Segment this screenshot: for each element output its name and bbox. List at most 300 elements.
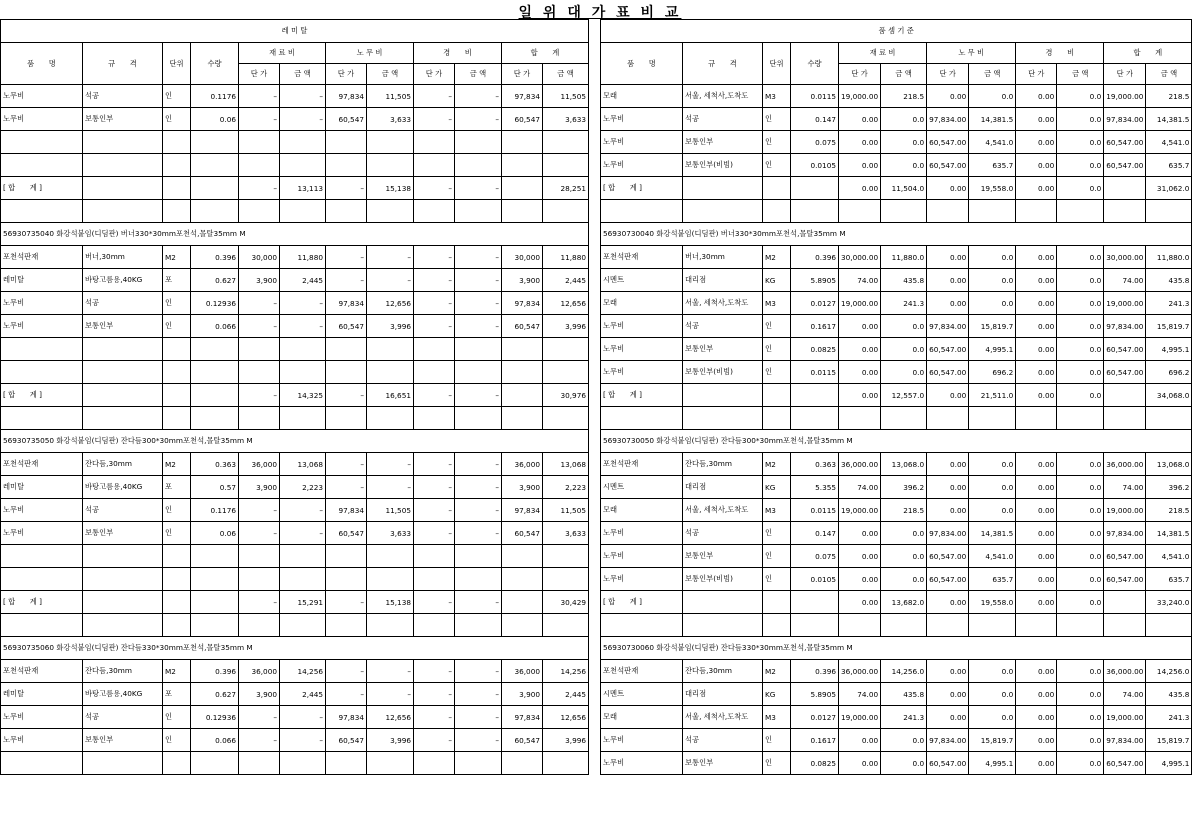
item-name: 노무비 [601, 108, 683, 131]
material-amount: 0.0 [881, 568, 927, 591]
labor-amount [367, 568, 414, 591]
table-row [601, 223, 1192, 246]
table-row [601, 177, 1192, 200]
total-unit-price: 60,547 [502, 108, 543, 131]
labor-amount [367, 338, 414, 361]
quantity: 5.8905 [791, 269, 839, 292]
material-unit-price: 30,000.00 [839, 246, 881, 269]
total-amount [543, 200, 589, 223]
table-row [601, 361, 1192, 384]
total-amount [543, 568, 589, 591]
expense-amount: 0.0 [1057, 683, 1104, 706]
spec [83, 200, 163, 223]
labor-amount: 0.0 [969, 476, 1016, 499]
item-code-heading: 56930735060 화강석붙임(디딤판) 잔다듬330*30mm포천석,몰탈35mm M [1, 637, 589, 660]
unit: KG [763, 476, 791, 499]
total-amount: 4,995.1 [1146, 338, 1192, 361]
unit [163, 200, 191, 223]
unit [163, 591, 191, 614]
total-amount: 30,976 [543, 384, 589, 407]
spec: 석공 [683, 315, 763, 338]
labor-amount: 19,558.0 [969, 591, 1016, 614]
item-name: 노무비 [1, 108, 83, 131]
labor-amount: 19,558.0 [969, 177, 1016, 200]
item-code-heading: 56930730040 화강석붙임(디딤판) 버너330*30mm포천석,몰탈35mm M [601, 223, 1192, 246]
material-amount: 0.0 [881, 522, 927, 545]
total-unit-price: 60,547.00 [1104, 131, 1146, 154]
quantity [191, 591, 239, 614]
labor-amount: 16,651 [367, 384, 414, 407]
total-amount: 14,256 [543, 660, 589, 683]
right-comparison-panel [600, 19, 1200, 819]
labor-unit-price: – [326, 177, 367, 200]
material-amount: 0.0 [881, 315, 927, 338]
table-row [601, 154, 1192, 177]
quantity: 0.12936 [191, 706, 239, 729]
table-row [1, 85, 589, 108]
quantity: 0.066 [191, 315, 239, 338]
material-amount: – [280, 85, 326, 108]
unit: 인 [163, 729, 191, 752]
material-unit-price [239, 752, 280, 775]
labor-unit-price: 60,547.00 [927, 154, 969, 177]
expense-unit-price: 0.00 [1016, 568, 1057, 591]
material-amount [280, 752, 326, 775]
unit: 인 [163, 85, 191, 108]
table-row [1, 430, 589, 453]
spec [683, 591, 763, 614]
col-subheader-amount: 금 액 [543, 64, 589, 85]
total-amount: 2,445 [543, 269, 589, 292]
total-amount: 31,062.0 [1146, 177, 1192, 200]
expense-amount: – [455, 453, 502, 476]
table-row [1, 476, 589, 499]
item-name [1, 200, 83, 223]
table-row [1, 177, 589, 200]
quantity: 0.0115 [791, 499, 839, 522]
material-unit-price: 0.00 [839, 361, 881, 384]
expense-unit-price [414, 361, 455, 384]
right-table [600, 19, 1192, 775]
labor-amount: 3,996 [367, 729, 414, 752]
quantity: 0.06 [191, 108, 239, 131]
expense-unit-price [414, 338, 455, 361]
expense-unit-price: – [414, 246, 455, 269]
total-amount: 2,445 [543, 683, 589, 706]
expense-unit-price [414, 131, 455, 154]
spec [83, 407, 163, 430]
expense-amount: – [455, 591, 502, 614]
material-unit-price: 0.00 [839, 384, 881, 407]
spec: 보통인부 [683, 545, 763, 568]
item-name: 포천석판재 [601, 453, 683, 476]
material-unit-price [239, 614, 280, 637]
table-row [1, 614, 589, 637]
material-amount: 13,068 [280, 453, 326, 476]
material-unit-price: 0.00 [839, 568, 881, 591]
material-unit-price: 74.00 [839, 683, 881, 706]
expense-unit-price: – [414, 683, 455, 706]
expense-amount: 0.0 [1057, 177, 1104, 200]
material-unit-price [239, 361, 280, 384]
spec [83, 752, 163, 775]
col-header-total: 합 계 [502, 43, 589, 64]
labor-amount: 11,505 [367, 499, 414, 522]
item-name [1, 338, 83, 361]
spec: 보통인부 [83, 729, 163, 752]
material-unit-price: – [239, 522, 280, 545]
unit: 인 [163, 522, 191, 545]
labor-amount: – [367, 269, 414, 292]
total-unit-price: 30,000 [502, 246, 543, 269]
item-name: 노무비 [601, 729, 683, 752]
expense-unit-price [414, 154, 455, 177]
item-name [1, 407, 83, 430]
table-row [1, 384, 589, 407]
total-unit-price: 60,547.00 [1104, 752, 1146, 775]
total-amount: 14,381.5 [1146, 108, 1192, 131]
total-unit-price [1104, 614, 1146, 637]
quantity [191, 568, 239, 591]
expense-unit-price: 0.00 [1016, 85, 1057, 108]
total-unit-price: 36,000.00 [1104, 660, 1146, 683]
unit [763, 591, 791, 614]
expense-unit-price: 0.00 [1016, 752, 1057, 775]
spec: 서울, 세척사,도착도 [683, 292, 763, 315]
item-name: 노무비 [1, 315, 83, 338]
col-header-unit: 단위 [763, 43, 791, 85]
total-unit-price [1104, 384, 1146, 407]
material-amount [881, 614, 927, 637]
total-amount: 15,819.7 [1146, 729, 1192, 752]
spec: 석공 [683, 108, 763, 131]
material-amount [280, 338, 326, 361]
item-name: 노무비 [1, 85, 83, 108]
total-amount: 218.5 [1146, 85, 1192, 108]
material-amount: 218.5 [881, 85, 927, 108]
unit: M2 [763, 453, 791, 476]
labor-amount [969, 614, 1016, 637]
total-unit-price [502, 200, 543, 223]
total-amount: 13,068.0 [1146, 453, 1192, 476]
col-subheader-amount: 금 액 [881, 64, 927, 85]
item-name [1, 361, 83, 384]
quantity [791, 591, 839, 614]
total-amount: 11,505 [543, 499, 589, 522]
expense-amount: 0.0 [1057, 706, 1104, 729]
quantity: 0.0115 [791, 361, 839, 384]
expense-unit-price: 0.00 [1016, 476, 1057, 499]
total-unit-price: 19,000.00 [1104, 706, 1146, 729]
labor-unit-price: 0.00 [927, 246, 969, 269]
quantity: 0.627 [191, 683, 239, 706]
material-amount: 2,445 [280, 683, 326, 706]
material-amount: 0.0 [881, 154, 927, 177]
unit [163, 154, 191, 177]
item-name: 노무비 [601, 131, 683, 154]
total-unit-price: 74.00 [1104, 476, 1146, 499]
table-row [1, 131, 589, 154]
expense-amount: 0.0 [1057, 660, 1104, 683]
material-amount: 2,223 [280, 476, 326, 499]
unit: 인 [163, 315, 191, 338]
labor-amount: 12,656 [367, 292, 414, 315]
unit: M3 [763, 85, 791, 108]
expense-amount: 0.0 [1057, 384, 1104, 407]
labor-amount [367, 407, 414, 430]
expense-unit-price: 0.00 [1016, 315, 1057, 338]
item-name: 노무비 [601, 338, 683, 361]
material-unit-price: – [239, 108, 280, 131]
expense-unit-price [1016, 407, 1057, 430]
expense-amount [455, 407, 502, 430]
spec: 석공 [83, 85, 163, 108]
labor-unit-price: 0.00 [927, 499, 969, 522]
labor-unit-price: – [326, 683, 367, 706]
col-header-material: 재 료 비 [239, 43, 326, 64]
spec: 보통인부 [683, 752, 763, 775]
labor-amount: 15,819.7 [969, 729, 1016, 752]
item-name: 포천석판재 [601, 246, 683, 269]
material-amount: 14,256.0 [881, 660, 927, 683]
item-name: 시멘트 [601, 269, 683, 292]
expense-unit-price: – [414, 269, 455, 292]
material-unit-price: 3,900 [239, 269, 280, 292]
total-unit-price [502, 752, 543, 775]
expense-amount [455, 361, 502, 384]
total-amount: 3,633 [543, 522, 589, 545]
material-amount: 11,880 [280, 246, 326, 269]
quantity: 0.0105 [791, 154, 839, 177]
spec: 바탕고름용,40KG [83, 683, 163, 706]
total-unit-price: 3,900 [502, 269, 543, 292]
quantity: 0.0825 [791, 752, 839, 775]
expense-unit-price: 0.00 [1016, 269, 1057, 292]
material-unit-price [839, 614, 881, 637]
material-amount: 13,068.0 [881, 453, 927, 476]
material-amount [280, 361, 326, 384]
material-amount: 0.0 [881, 108, 927, 131]
expense-amount: 0.0 [1057, 453, 1104, 476]
material-amount: 13,113 [280, 177, 326, 200]
unit: 인 [163, 108, 191, 131]
labor-amount: 12,656 [367, 706, 414, 729]
expense-amount: – [455, 177, 502, 200]
table-row [601, 384, 1192, 407]
expense-amount: 0.0 [1057, 108, 1104, 131]
labor-unit-price: – [326, 476, 367, 499]
unit: 인 [763, 154, 791, 177]
spec: 바탕고름용,40KG [83, 476, 163, 499]
quantity: 0.396 [791, 246, 839, 269]
material-amount: 11,504.0 [881, 177, 927, 200]
col-subheader-unit-price: 단 가 [326, 64, 367, 85]
table-row [1, 338, 589, 361]
labor-unit-price [326, 407, 367, 430]
spec: 보통인부 [83, 108, 163, 131]
table-row [601, 729, 1192, 752]
expense-unit-price: 0.00 [1016, 453, 1057, 476]
material-unit-price: 0.00 [839, 752, 881, 775]
material-unit-price: 19,000.00 [839, 292, 881, 315]
col-header-labor: 노 무 비 [927, 43, 1016, 64]
spec [83, 131, 163, 154]
total-unit-price [502, 545, 543, 568]
expense-unit-price: 0.00 [1016, 131, 1057, 154]
expense-amount: 0.0 [1057, 131, 1104, 154]
material-amount: 13,682.0 [881, 591, 927, 614]
col-header-qty: 수량 [791, 43, 839, 85]
material-amount: 0.0 [881, 752, 927, 775]
material-amount: – [280, 315, 326, 338]
total-amount: 396.2 [1146, 476, 1192, 499]
expense-unit-price: – [414, 660, 455, 683]
expense-unit-price [414, 614, 455, 637]
spec: 보통인부 [83, 522, 163, 545]
expense-unit-price: – [414, 499, 455, 522]
item-name [1, 568, 83, 591]
expense-unit-price [414, 568, 455, 591]
total-unit-price: 3,900 [502, 683, 543, 706]
item-name: 노무비 [1, 522, 83, 545]
total-unit-price: 97,834 [502, 85, 543, 108]
labor-unit-price [326, 568, 367, 591]
material-unit-price [239, 154, 280, 177]
unit [163, 131, 191, 154]
total-unit-price [502, 591, 543, 614]
expense-amount [455, 752, 502, 775]
total-amount: 15,819.7 [1146, 315, 1192, 338]
spec [83, 568, 163, 591]
labor-amount: 15,819.7 [969, 315, 1016, 338]
unit: KG [763, 269, 791, 292]
total-unit-price [502, 384, 543, 407]
total-unit-price: 60,547 [502, 315, 543, 338]
expense-unit-price: – [414, 315, 455, 338]
quantity: 0.0127 [791, 706, 839, 729]
total-amount [543, 407, 589, 430]
labor-amount: 3,633 [367, 522, 414, 545]
table-row [1, 108, 589, 131]
labor-amount: – [367, 246, 414, 269]
quantity [191, 361, 239, 384]
expense-unit-price [414, 200, 455, 223]
labor-unit-price: 60,547 [326, 315, 367, 338]
labor-amount: 696.2 [969, 361, 1016, 384]
spec: 잔다듬,30mm [683, 660, 763, 683]
labor-unit-price: 60,547.00 [927, 361, 969, 384]
spec: 석공 [683, 729, 763, 752]
total-amount: 11,880.0 [1146, 246, 1192, 269]
table-row [1, 591, 589, 614]
col-header-spec: 규 격 [683, 43, 763, 85]
unit: 인 [763, 315, 791, 338]
labor-amount: 4,995.1 [969, 752, 1016, 775]
table-row [601, 85, 1192, 108]
total-unit-price [502, 407, 543, 430]
item-name: 포천석판재 [1, 453, 83, 476]
labor-unit-price: 0.00 [927, 591, 969, 614]
labor-unit-price: 97,834.00 [927, 522, 969, 545]
expense-amount: 0.0 [1057, 499, 1104, 522]
quantity [791, 384, 839, 407]
table-row [601, 200, 1192, 223]
table-row [601, 338, 1192, 361]
total-amount [543, 131, 589, 154]
unit: M3 [763, 292, 791, 315]
expense-amount [455, 545, 502, 568]
unit [163, 361, 191, 384]
table-row [601, 407, 1192, 430]
total-amount: 3,996 [543, 729, 589, 752]
item-name: 시멘트 [601, 476, 683, 499]
material-amount [280, 131, 326, 154]
total-amount: 14,256.0 [1146, 660, 1192, 683]
material-amount: – [280, 522, 326, 545]
total-unit-price [502, 154, 543, 177]
column-header-row [1, 43, 589, 64]
item-name [1, 545, 83, 568]
item-name: 노무비 [1, 706, 83, 729]
labor-amount: 0.0 [969, 292, 1016, 315]
item-name: [ 합 계 ] [601, 591, 683, 614]
total-unit-price: 97,834 [502, 499, 543, 522]
section-title: 레 미 탈 [1, 20, 589, 43]
spec [83, 591, 163, 614]
quantity [191, 177, 239, 200]
quantity [791, 407, 839, 430]
labor-amount: – [367, 660, 414, 683]
table-row [1, 246, 589, 269]
quantity: 0.627 [191, 269, 239, 292]
unit [763, 177, 791, 200]
labor-unit-price [326, 338, 367, 361]
spec: 보통인부 [683, 131, 763, 154]
table-row [1, 292, 589, 315]
spec [83, 614, 163, 637]
item-name: 레미탈 [1, 476, 83, 499]
table-row [601, 614, 1192, 637]
total-unit-price: 74.00 [1104, 269, 1146, 292]
expense-unit-price: 0.00 [1016, 706, 1057, 729]
spec [83, 338, 163, 361]
quantity: 5.8905 [791, 683, 839, 706]
expense-amount: – [455, 292, 502, 315]
quantity [191, 338, 239, 361]
expense-amount: 0.0 [1057, 729, 1104, 752]
column-header-row [601, 43, 1192, 64]
table-row [601, 545, 1192, 568]
item-name: 레미탈 [1, 683, 83, 706]
material-unit-price: – [239, 499, 280, 522]
material-unit-price: – [239, 729, 280, 752]
labor-amount [367, 545, 414, 568]
total-unit-price: 97,834.00 [1104, 522, 1146, 545]
material-amount [280, 200, 326, 223]
expense-amount [1057, 407, 1104, 430]
labor-unit-price [326, 131, 367, 154]
table-row [1, 200, 589, 223]
total-unit-price: 97,834.00 [1104, 729, 1146, 752]
item-name [1, 614, 83, 637]
total-amount: 241.3 [1146, 292, 1192, 315]
labor-amount [367, 361, 414, 384]
labor-amount: 0.0 [969, 660, 1016, 683]
col-header-qty: 수량 [191, 43, 239, 85]
total-amount: 4,541.0 [1146, 545, 1192, 568]
labor-unit-price: 60,547.00 [927, 752, 969, 775]
table-row [1, 154, 589, 177]
